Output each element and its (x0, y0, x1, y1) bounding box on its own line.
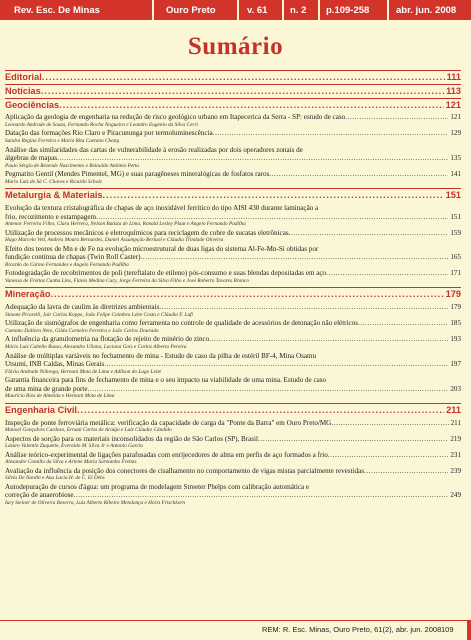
section-page-number: 211 (446, 404, 461, 415)
article-page-number: 151 (450, 212, 461, 221)
article-page-number: 219 (450, 434, 461, 443)
article-title-line (5, 253, 461, 262)
article-title-line (5, 269, 461, 278)
article-entry[interactable] (5, 229, 461, 244)
article-title-line (5, 360, 461, 369)
leader-dots (88, 385, 449, 394)
article-title: Aplicação da geologia de engenharia na redução de risco geológico urbano em Itapecerica da Serra - SP: estudo de caso (5, 113, 346, 122)
article-authors: Leonardo Andrade de Souza, Fernando Rocha Nogueira e Leandro Eugenio da Silva Cerri (5, 121, 198, 128)
leader-dots (74, 491, 449, 500)
article-title: Inspeção de ponte ferroviária metálica: verificação da capacidade de carga da "Ponte da Barra" em Ouro Preto/MG (5, 418, 332, 427)
footer-page-number: 109 (441, 625, 454, 634)
article-page-number: 231 (450, 450, 461, 459)
article-authors: Mario Luiz de Sá C. Chaves e Ricardo Scholz (5, 178, 102, 185)
leader-dots (269, 170, 448, 179)
article-page-number: 211 (450, 418, 461, 427)
article-page-number: 159 (450, 228, 461, 237)
article-page-number: 135 (450, 154, 461, 163)
article-authors: Sandra Regina Ferreira e Maria Rita Caetano Chang (5, 137, 120, 144)
journal-volume: v. 61 (247, 5, 268, 16)
article-page-number: 197 (450, 360, 461, 369)
article-title-line (5, 129, 461, 138)
article-title: Análise de múltiplas variáveis no fechamento de mina - Estudo de caso da pilha de estéril BF-4, Mina Osamu (5, 351, 317, 360)
article-authors: Iury Steiner de Oliveira Bezerra, Luiz Alberto Ribeiro Mendonça e Horst Frischkorn (5, 499, 186, 506)
article-title-line (5, 467, 461, 476)
article-title-line (5, 229, 461, 238)
journal-pages: p.109-258 (326, 5, 370, 16)
journal-header-bar (0, 0, 471, 20)
section-page-number: 179 (445, 289, 461, 300)
article-title-line (5, 303, 461, 312)
article-entry[interactable] (5, 319, 461, 334)
section-entries (5, 202, 461, 287)
article-entry[interactable] (5, 467, 461, 482)
article-authors: Hugo Marcelo Veit, Andréa Moura Bernardes, Daniel Assumpção Bertuol e Cláudia Trindade Oliveira (5, 237, 224, 244)
leader-dots (77, 404, 444, 417)
article-entry[interactable] (5, 146, 461, 170)
article-title-line (5, 435, 461, 444)
article-page-number: 171 (450, 269, 461, 278)
article-page-number: 179 (450, 303, 461, 312)
section-title: Engenharia Civil (5, 404, 77, 415)
article-title: correção de anaerobiose (5, 491, 74, 500)
article-authors: Flávia Andrade Nóbrega, Hernani Mota de Lima e Adilson do Lago Leite (5, 368, 162, 375)
journal-name: Rev. Esc. De Minas (14, 5, 100, 16)
article-title-line (5, 451, 461, 460)
leader-dots (140, 253, 448, 262)
article-title: Aspectos de sorção para os materiais inconsolidados da região de São Carlos (SP), Brasil (5, 434, 258, 443)
page-title: Sumário (187, 33, 284, 60)
leader-dots (328, 451, 449, 460)
section-entries (5, 417, 461, 510)
article-title-line (5, 319, 461, 328)
article-entry[interactable] (5, 435, 461, 450)
journal-number: n. 2 (290, 5, 307, 16)
article-entry[interactable] (5, 170, 461, 185)
article-title: Pegmatito Gentil (Mendes Pimentel, MG) e suas paragêneses mineralógicas de fosfatos raros (5, 170, 270, 179)
article-page-number: 165 (450, 253, 461, 262)
leader-dots (57, 154, 448, 163)
leader-dots (50, 288, 443, 301)
article-page-number: 193 (450, 335, 461, 344)
article-title: Avaliação da influência da posição dos conectores de cisalhamento no comportamento de vigas mistas parcialmente revestidas (5, 466, 364, 475)
article-entry[interactable] (5, 419, 461, 434)
article-title: Utsumi, INB Caldas, Minas Gerais (5, 360, 105, 369)
article-entry[interactable] (5, 113, 461, 128)
leader-dots (345, 113, 448, 122)
article-title: Garantia financeira para fins de fechamento de mina e o seu impacto na viabilidade de uma mina. Estudo de caso (5, 376, 327, 385)
article-title-line (5, 170, 461, 179)
leader-dots (104, 360, 448, 369)
article-title-line (5, 419, 461, 428)
section-header[interactable] (5, 84, 461, 98)
leader-dots (209, 335, 448, 344)
article-authors: Mário Luiz Cabello Russo, Alexandro Uliana, Luciana Gois e Carlos Alberto Pereira (5, 343, 187, 350)
article-authors: Caetano Dallora Neto, Gilda Carneiro Ferreira e João Carlos Dourado (5, 327, 159, 334)
article-title: Efeito dos teores de Mn e de Fe na evolução microestrutural de duas ligas do sistema Al-Fe-Mn-Si obtidas por (5, 244, 319, 253)
leader-dots (159, 303, 448, 312)
article-page-number: 121 (450, 113, 461, 122)
article-title: Análise teórico-experimental de ligações parafusadas com enrijecedores de alma em perfis de aço formados a frio (5, 450, 328, 459)
article-entry[interactable] (5, 483, 461, 507)
article-authors: Maurício Rios de Almeida e Hernani Mota de Lima (5, 393, 115, 400)
article-entry[interactable] (5, 269, 461, 284)
article-title: fundição contínua de chapas (Twin Roll Caster) (5, 253, 141, 262)
article-page-number: 203 (450, 384, 461, 393)
section-header[interactable] (5, 403, 461, 417)
section-page-number: 121 (445, 99, 461, 110)
leader-dots (41, 85, 444, 98)
article-title: Autodepuração de cursos d'água: um programa de modelagem Streeter Phelps com calibração automática e (5, 482, 310, 491)
article-entry[interactable] (5, 245, 461, 269)
article-page-number: 185 (450, 319, 461, 328)
leader-dots (326, 269, 448, 278)
article-authors: Sílvia De Nardin e Ana Lucia H. de C. El Debs (5, 475, 105, 482)
journal-date: abr. jun. 2008 (396, 5, 457, 16)
article-title: Datação das formações Rio Claro e Piracununga por termoluminescência (5, 129, 213, 138)
article-title: A influência da granulometria na flotação de rejeito de minério de zinco (5, 335, 210, 344)
article-title: Utilização de processos mecânicos e eletroquímicos para reciclagem de cobre de sucatas eletrônicas (5, 228, 289, 237)
leader-dots (358, 319, 448, 328)
section-header[interactable] (5, 98, 461, 112)
table-of-contents (5, 70, 461, 509)
article-authors: Antenor Ferreira Filho, Clara Herrera, Nelson Batista de Lima, Ronald Lesley Plaut e Angelo Fernando Padilha (5, 221, 246, 228)
leader-dots (364, 467, 448, 476)
article-entry[interactable] (5, 376, 461, 400)
article-entry[interactable] (5, 204, 461, 228)
article-title: Análise das similaridades das cartas de vulnerabilidade à erosão realizadas por dois operadores zonais de (5, 145, 303, 154)
footer-citation: REM: R. Esc. Minas, Ouro Preto, 61(2), abr. jun. 2008 (262, 625, 442, 634)
article-title: Adequação da lavra de caulim às diretrizes ambientais (5, 303, 160, 312)
leader-dots (331, 419, 448, 428)
section-entries (5, 301, 461, 402)
section-page-number: 111 (446, 72, 461, 82)
section-title: Geociências (5, 99, 60, 110)
article-entry[interactable] (5, 335, 461, 350)
section-title: Notícias (5, 85, 41, 96)
article-title: de uma mina de grande porte (5, 384, 88, 393)
article-title-line (5, 385, 461, 394)
leader-dots (289, 229, 449, 238)
article-title-line (5, 113, 461, 122)
article-title-line (5, 335, 461, 344)
article-title: álgebras de mapas (5, 154, 57, 163)
article-title: frio, recozimento e estampagem (5, 212, 96, 221)
article-title-line (5, 213, 461, 222)
article-authors: Manoel Gonçalves Cardoso, Ernani Carlos de Araújo e Luiz Cláudio Cândido (5, 427, 172, 433)
article-entry[interactable] (5, 303, 461, 318)
article-authors: Ricardo do Carmo Fernandes e Angelo Fernando Padilha (5, 261, 129, 268)
leader-dots (96, 213, 448, 222)
section-title: Mineração (5, 289, 51, 300)
article-page-number: 249 (450, 491, 461, 500)
article-page-number: 129 (450, 129, 461, 138)
article-entry[interactable] (5, 451, 461, 466)
section-header[interactable] (5, 287, 461, 301)
article-title: Utilização de sismógrafos de engenharia como ferramenta no controle de qualidade de acessórios de detonação não elétricos (5, 319, 358, 328)
article-title-line (5, 491, 461, 500)
page-footer (0, 620, 471, 640)
section-header[interactable] (5, 70, 461, 84)
section-title: Metalurgia & Materiais (5, 190, 103, 201)
article-authors: Alexandre Camillo da Silva e Arlene Maria Sarmanho Freitas (5, 459, 137, 466)
article-title: Fotodegradação de recobrimentos de poli (tereftalato de etileno) pós-consumo e suas blendas depositadas em aço (5, 269, 327, 278)
article-title-line (5, 154, 461, 163)
section-header[interactable] (5, 188, 461, 202)
article-authors: Simone Picarelli, Jair Carlos Koppe, João Felipe Coimbra Leite Costa e Cláudio F. Lufi (5, 311, 194, 318)
article-page-number: 141 (450, 170, 461, 179)
article-authors: Lázaro Valentin Zuquette, Everaldo M. Silva Jr e Antonio Garcia (5, 443, 143, 450)
leader-dots (59, 99, 444, 112)
section-entries (5, 111, 461, 188)
article-title: Evolução da textura cristalográfica de chapas de aço inoxidável ferrítico do tipo AISI 430 durante laminação a (5, 204, 319, 213)
section-page-number: 113 (446, 85, 461, 96)
article-page-number: 239 (450, 466, 461, 475)
section-page-number: 151 (445, 190, 461, 201)
article-authors: Paulo Sérgio de Rezende Nascimento e Reinaldo Antônio Petta (5, 162, 139, 169)
article-entry[interactable] (5, 352, 461, 376)
article-entry[interactable] (5, 129, 461, 144)
article-authors: Vanessa de Freitas Cunha Lins, Flávia Medina Cury, Jorge Ferreira da Silva Filho e José Roberto Tavares Branco (5, 277, 249, 284)
journal-city: Ouro Preto (166, 5, 216, 16)
leader-dots (42, 71, 445, 84)
leader-dots (258, 435, 448, 444)
leader-dots (103, 189, 444, 202)
section-title: Editorial (5, 72, 42, 82)
leader-dots (213, 129, 449, 138)
